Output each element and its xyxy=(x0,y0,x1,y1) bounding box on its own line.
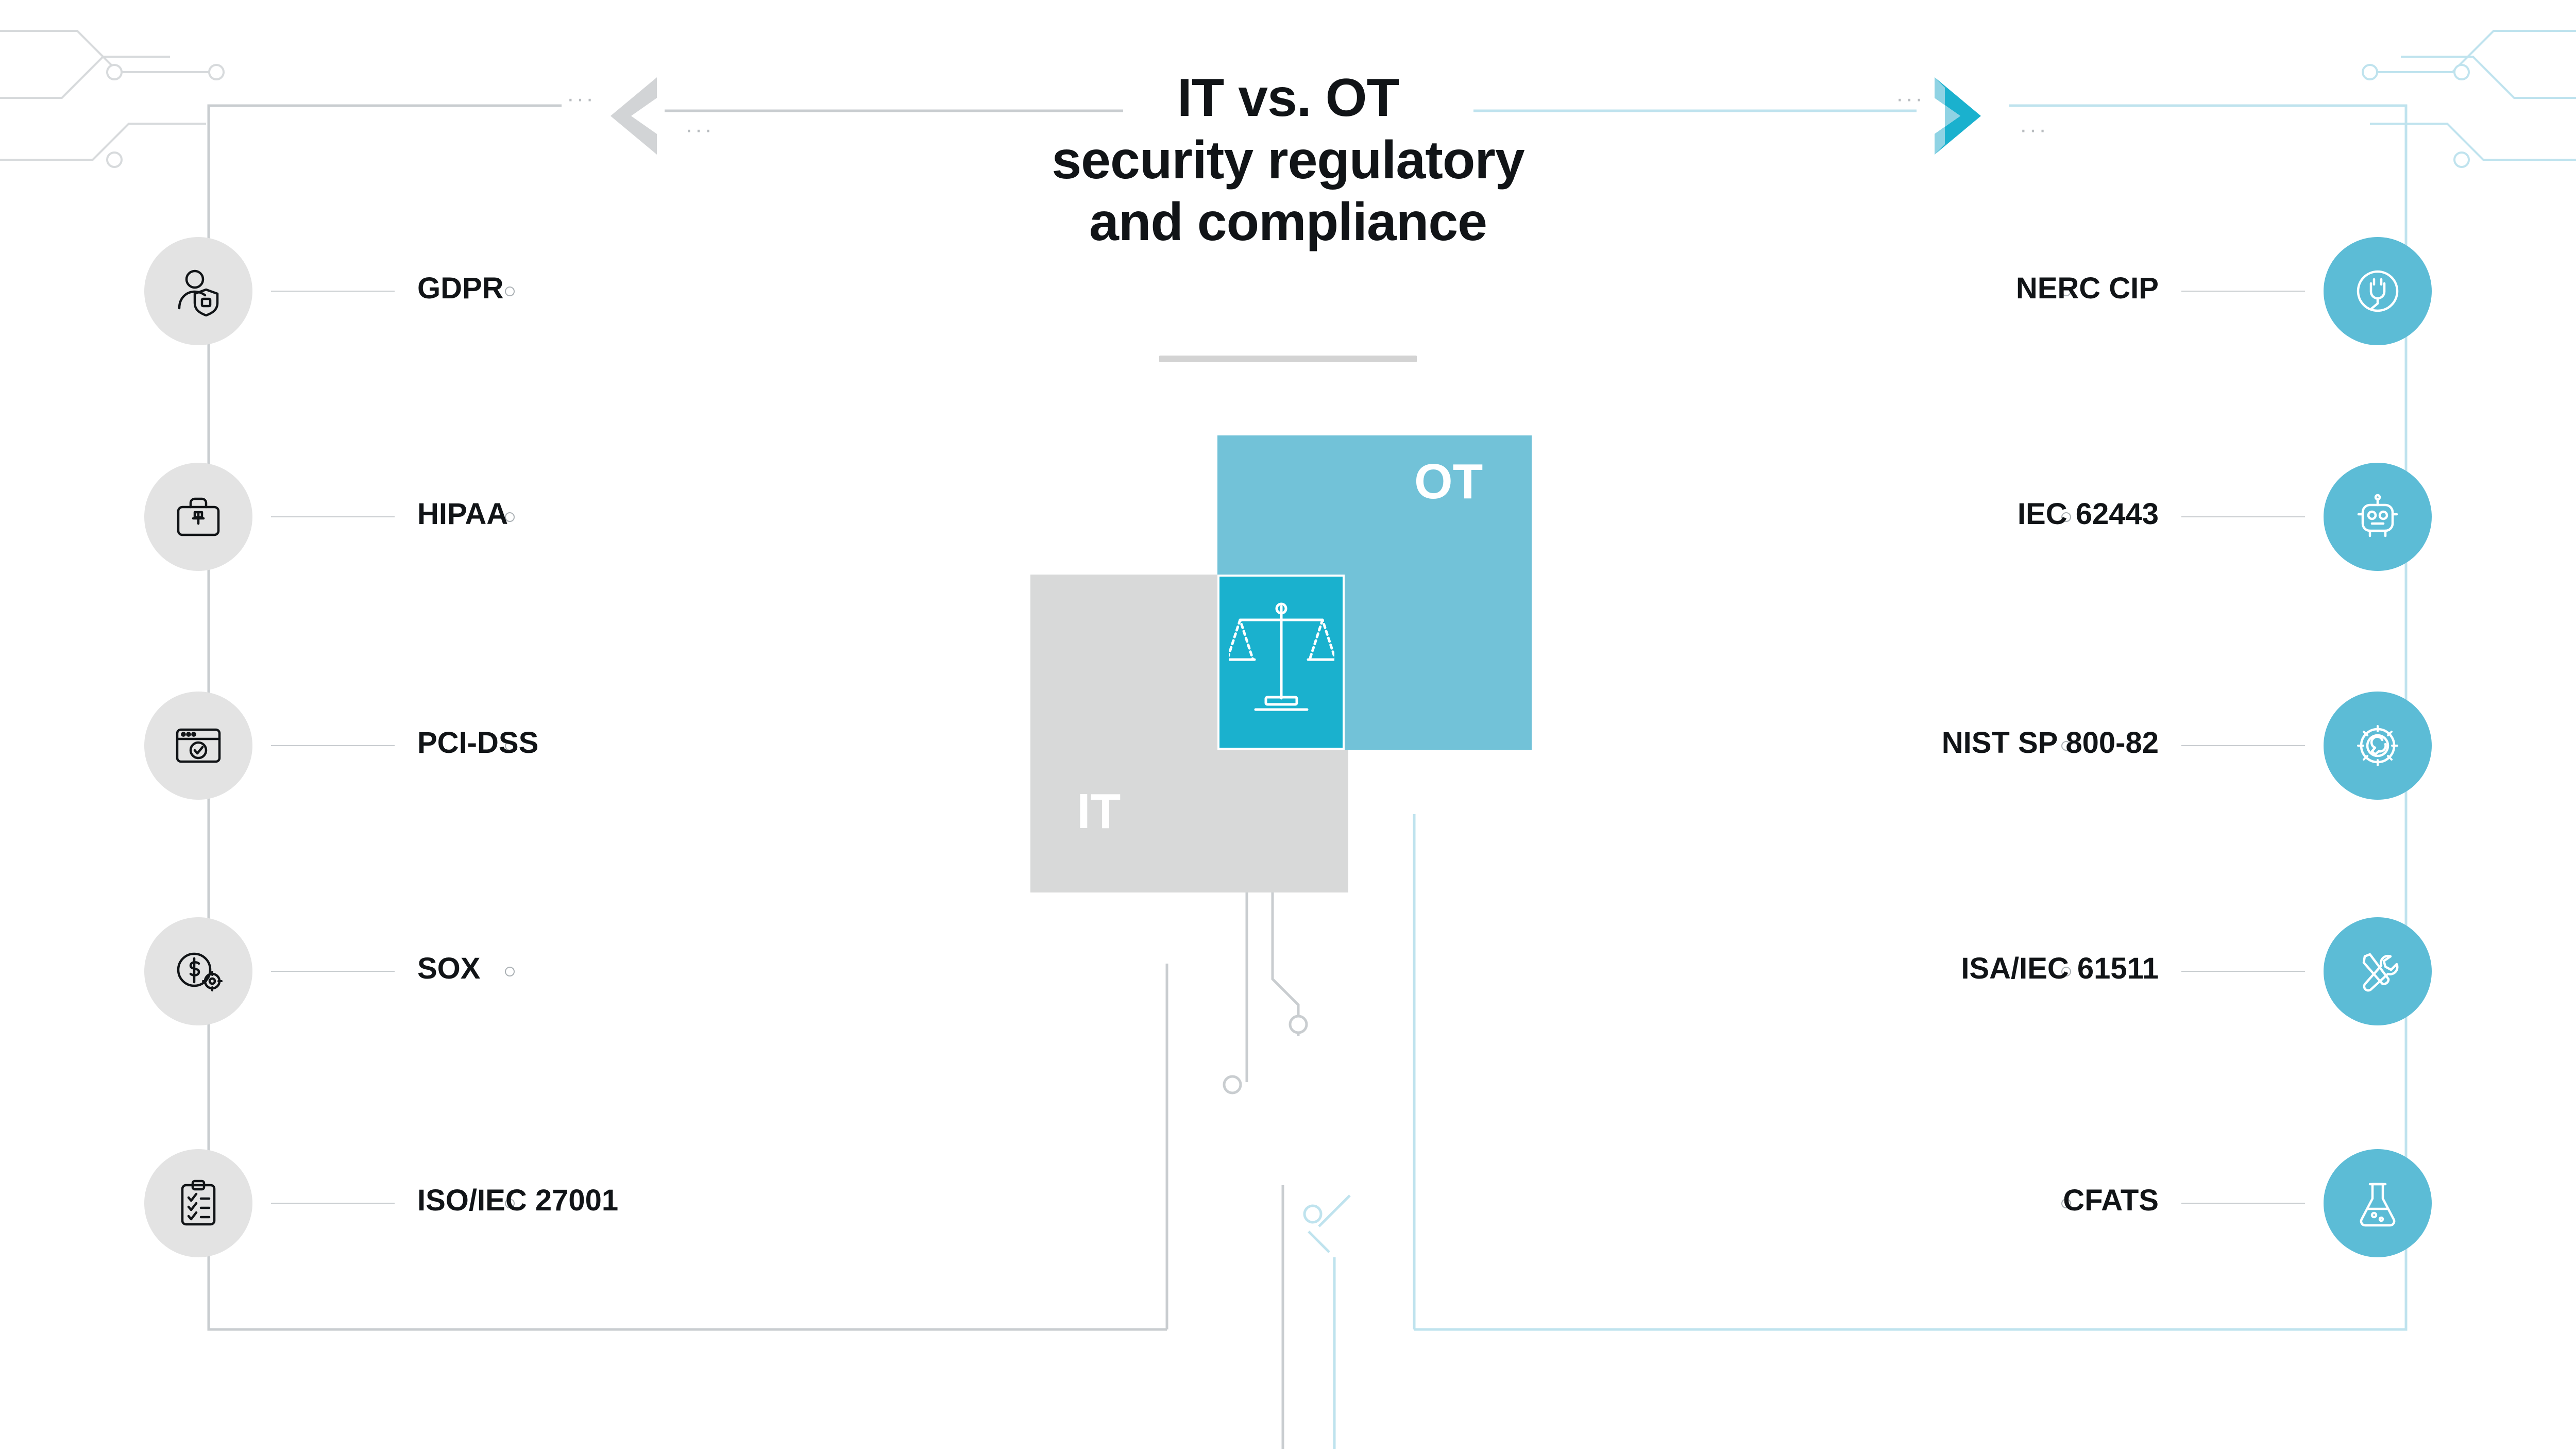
title-line-2: security regulatory xyxy=(1052,130,1524,190)
user-shield-icon xyxy=(144,237,252,345)
it-item-label: PCI-DSS xyxy=(417,726,539,760)
ot-item-label: NERC CIP xyxy=(2015,272,2159,305)
connector-line xyxy=(2181,745,2305,746)
it-item-label: GDPR xyxy=(417,272,504,305)
it-item-label: HIPAA xyxy=(417,497,509,531)
chevron-left-icon xyxy=(611,77,657,155)
connector-line xyxy=(271,516,395,517)
medical-briefcase-icon xyxy=(144,463,252,571)
connector-line xyxy=(271,291,395,292)
clipboard-checklist-icon xyxy=(144,1149,252,1257)
connector-node xyxy=(505,967,515,976)
it-item-label: SOX xyxy=(417,952,481,985)
connector-line xyxy=(2181,291,2305,292)
dots-decoration-c: ··· xyxy=(1896,86,1925,111)
dots-decoration-d: ··· xyxy=(2020,117,2048,142)
ot-item-nist-sp-800-82[interactable] xyxy=(1803,692,2432,800)
robot-icon xyxy=(2324,463,2432,571)
dots-decoration-a: ··· xyxy=(567,86,596,111)
ot-item-iec-62443[interactable] xyxy=(1803,463,2432,571)
ot-item-label: IEC 62443 xyxy=(2017,497,2159,531)
it-item-iso-iec-27001[interactable] xyxy=(144,1149,762,1257)
flask-icon xyxy=(2324,1149,2432,1257)
connector-node xyxy=(505,287,515,296)
gear-wrench-icon xyxy=(2324,692,2432,800)
ot-item-nerc-cip[interactable] xyxy=(1803,237,2432,345)
connector-line xyxy=(2181,516,2305,517)
it-item-pci-dss[interactable] xyxy=(144,692,762,800)
connector-line xyxy=(271,971,395,972)
ot-item-label: ISA/IEC 61511 xyxy=(1961,952,2159,985)
connector-line xyxy=(271,745,395,746)
it-square-label: IT xyxy=(1077,784,1121,839)
dots-decoration-b: ··· xyxy=(685,117,714,142)
balance-scale-icon xyxy=(1229,595,1334,724)
chevron-right-icon xyxy=(1935,77,1981,155)
it-item-gdpr[interactable] xyxy=(144,237,762,345)
ot-item-isa-iec-61511[interactable] xyxy=(1803,917,2432,1025)
tools-icon xyxy=(2324,917,2432,1025)
ot-square-label: OT xyxy=(1414,454,1483,509)
title-line-1: IT vs. OT xyxy=(1177,68,1399,128)
connector-line xyxy=(2181,971,2305,972)
it-item-label: ISO/IEC 27001 xyxy=(417,1184,619,1217)
ot-item-label: CFATS xyxy=(2063,1184,2159,1217)
it-item-sox[interactable] xyxy=(144,917,762,1025)
browser-check-icon xyxy=(144,692,252,800)
dollar-gear-icon xyxy=(144,917,252,1025)
power-plug-icon xyxy=(2324,237,2432,345)
title-line-3: and compliance xyxy=(1089,192,1487,252)
ot-item-label: NIST SP 800-82 xyxy=(1941,726,2159,760)
connector-line xyxy=(2181,1203,2305,1204)
page-title xyxy=(814,67,1762,254)
it-item-hipaa[interactable] xyxy=(144,463,762,571)
ot-item-cfats[interactable] xyxy=(1803,1149,2432,1257)
title-underline xyxy=(1159,356,1417,362)
connector-line xyxy=(271,1203,395,1204)
